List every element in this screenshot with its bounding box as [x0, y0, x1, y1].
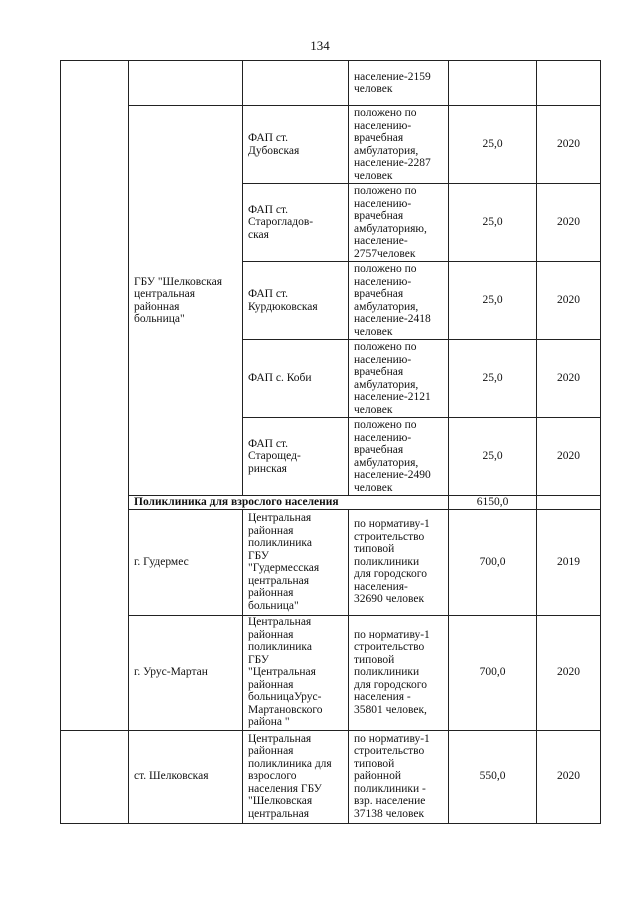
facility-note: положено по населению- врачебная амбулатория, население-2418 человек [354, 263, 431, 338]
clinic-name: Центральная районная поликлиника для взрослого населения ГБУ "Шелковская центральная [248, 732, 332, 820]
left-spanning-cell [61, 61, 129, 731]
facility-name: ФАП ст. Курдюковская [248, 288, 318, 313]
facility-amount: 25,0 [449, 418, 537, 496]
clinic-name: Центральная районная поликлиника ГБУ "Центральная районная больницаУрус- Мартановского района " [248, 616, 323, 729]
facility-note: положено по населению- врачебная амбулатория, население-2121 человек [354, 341, 431, 416]
clinic-year: 2019 [537, 509, 601, 615]
facilities-table [60, 60, 601, 824]
clinic-location: ст. Шелковская [129, 730, 243, 823]
section-total: 6150,0 [449, 496, 537, 510]
facility-amount: 25,0 [449, 184, 537, 262]
clinic-amount: 700,0 [449, 509, 537, 615]
facility-year: 2020 [537, 106, 601, 184]
section-row [61, 496, 601, 510]
facility-amount: 25,0 [449, 340, 537, 418]
clinic-note: по нормативу-1 строительство типовой районной поликлиники - взр. население 37138 человек [354, 732, 430, 820]
fragment-note: население-2159 человек [354, 70, 431, 95]
facility-year: 2020 [537, 262, 601, 340]
clinic-location: г. Урус-Мартан [129, 615, 243, 730]
table-row [61, 730, 601, 823]
facility-year: 2020 [537, 184, 601, 262]
clinic-name: Центральная районная поликлиника ГБУ "Гудермесская центральная районная больница" [248, 512, 320, 612]
facility-amount: 25,0 [449, 106, 537, 184]
facility-year: 2020 [537, 418, 601, 496]
facility-note: положено по населению- врачебная амбулатория, население-2287 человек [354, 107, 431, 182]
org-cell: ГБУ "Шелковская центральная районная больница" [129, 106, 243, 496]
facility-name: ФАП ст. Старогладов- ская [248, 203, 314, 241]
clinic-amount: 700,0 [449, 615, 537, 730]
facility-note: положено по населению- врачебная амбулатория, население-2490 человек [354, 419, 431, 494]
facility-note: положено по населению- врачебная амбулатоpияю, население- 2757человек [354, 185, 427, 260]
facility-year: 2020 [537, 340, 601, 418]
facility-name: ФАП ст. Старощед- ринская [248, 437, 301, 475]
clinic-year: 2020 [537, 730, 601, 823]
table-row [61, 61, 601, 106]
table-row [61, 615, 601, 730]
facility-name: ФАП с. Коби [248, 372, 312, 385]
clinic-amount: 550,0 [449, 730, 537, 823]
clinic-note: по нормативу-1 строительство типовой поликлиники для городского населения - 35801 человек, [354, 628, 430, 716]
clinic-location: г. Гудермес [129, 509, 243, 615]
facility-amount: 25,0 [449, 262, 537, 340]
facility-name: ФАП ст. Дубовская [248, 132, 300, 157]
table-row [61, 509, 601, 615]
clinic-note: по нормативу-1 строительство типовой поликлиники для городского населения- 32690 человек [354, 518, 430, 606]
page-number: 134 [310, 38, 330, 53]
section-title: Поликлиника для взрослого населения [129, 496, 449, 510]
table-row [61, 106, 601, 184]
clinic-year: 2020 [537, 615, 601, 730]
